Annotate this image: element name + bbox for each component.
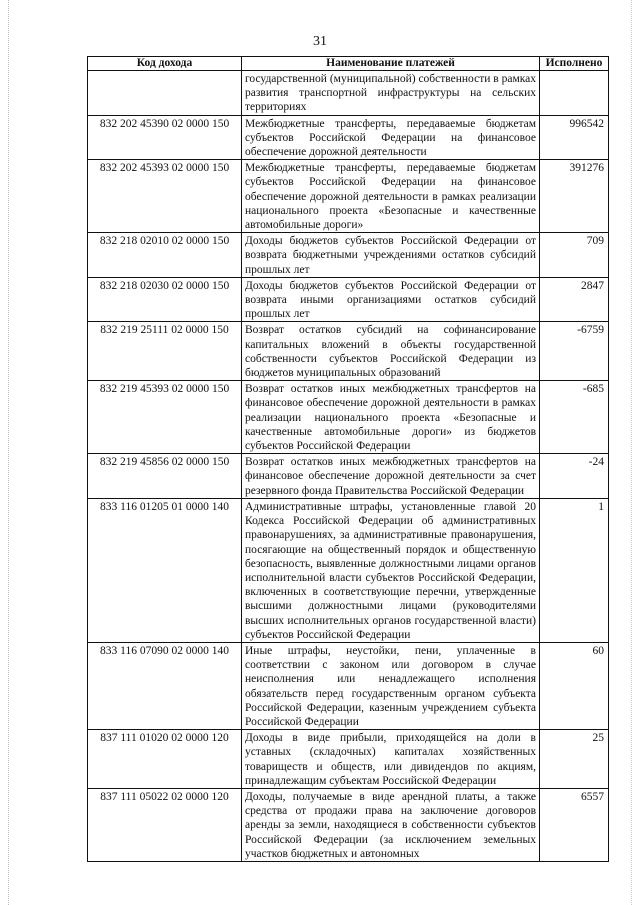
row-code: 837 111 01020 02 0000 120 <box>88 730 242 789</box>
scan-right-edge <box>631 0 633 905</box>
table-header-row <box>88 57 609 71</box>
row-value: 996542 <box>540 115 609 160</box>
row-code: 833 116 07090 02 0000 140 <box>88 642 242 729</box>
row-name: Возврат остатков субсидий на софинансирование капитальных вложений в объекты государственной собственности субъектов Российской Федерации из бюджетов муниципальных образований <box>242 322 540 381</box>
row-name: государственной (муниципальной) собственности в рамках развития транспортной инфраструктуры на сельских территориях <box>242 71 540 116</box>
row-name: Доходы бюджетов субъектов Российской Федерации от возврата бюджетными учреждениями остатков субсидий прошлых лет <box>242 233 540 278</box>
row-code: 832 202 45393 02 0000 150 <box>88 160 242 233</box>
table-row <box>88 160 609 233</box>
header-executed: Исполнено <box>540 57 609 71</box>
row-code: 832 218 02030 02 0000 150 <box>88 277 242 322</box>
row-name: Межбюджетные трансферты, передаваемые бюджетам субъектов Российской Федерации на финансовое обеспечение дорожной деятельности <box>242 115 540 160</box>
table-row <box>88 322 609 381</box>
row-code <box>88 71 242 116</box>
row-name: Доходы в виде прибыли, приходящейся на доли в уставных (складочных) капиталах хозяйственных товариществ и обществ, или дивидендов по акциям, принадлежащим субъектам Российской Федерации <box>242 730 540 789</box>
row-value: -24 <box>540 454 609 499</box>
scan-left-edge <box>8 0 10 905</box>
table-row <box>88 454 609 499</box>
row-value: 391276 <box>540 160 609 233</box>
table-row <box>88 788 609 861</box>
table-row <box>88 381 609 454</box>
row-code: 832 219 25111 02 0000 150 <box>88 322 242 381</box>
table-row <box>88 115 609 160</box>
table-row <box>88 642 609 729</box>
row-value: 709 <box>540 233 609 278</box>
revenue-table <box>87 56 609 862</box>
row-value: -6759 <box>540 322 609 381</box>
row-code: 833 116 01205 01 0000 140 <box>88 498 242 642</box>
header-name: Наименование платежей <box>242 57 540 71</box>
row-code: 837 111 05022 02 0000 120 <box>88 788 242 861</box>
row-value: 1 <box>540 498 609 642</box>
row-value <box>540 71 609 116</box>
row-name: Доходы бюджетов субъектов Российской Федерации от возврата иными организациями остатков субсидий прошлых лет <box>242 277 540 322</box>
row-code: 832 219 45393 02 0000 150 <box>88 381 242 454</box>
header-code: Код дохода <box>88 57 242 71</box>
row-value: 6557 <box>540 788 609 861</box>
table-row <box>88 277 609 322</box>
table-row <box>88 233 609 278</box>
row-code: 832 202 45390 02 0000 150 <box>88 115 242 160</box>
row-value: 60 <box>540 642 609 729</box>
row-name: Возврат остатков иных межбюджетных трансфертов на финансовое обеспечение дорожной деятельности в рамках реализации национального проекта «Безопасные и качественные автомобильные дороги» из бюджетов субъектов Российской Федерации <box>242 381 540 454</box>
table-row <box>88 730 609 789</box>
table-row <box>88 71 609 116</box>
row-name: Иные штрафы, неустойки, пени, уплаченные в соответствии с законом или договором в случае неисполнения или ненадлежащего исполнения обязательств перед государственным органом субъекта Российской Федерации, казенным учреждением субъекта Российской Федерации <box>242 642 540 729</box>
row-name: Межбюджетные трансферты, передаваемые бюджетам субъектов Российской Федерации на финансовое обеспечение дорожной деятельности в рамках реализации национального проекта «Безопасные и качественные автомобильные дороги» <box>242 160 540 233</box>
row-name: Возврат остатков иных межбюджетных трансфертов на финансовое обеспечение дорожной деятельности за счет резервного фонда Правительства Российской Федерации <box>242 454 540 499</box>
row-name: Доходы, получаемые в виде арендной платы, а также средства от продажи права на заключение договоров аренды за земли, находящиеся в собственности субъектов Российской Федерации (за исключением земельных участков бюджетных и автономных <box>242 788 540 861</box>
row-code: 832 218 02010 02 0000 150 <box>88 233 242 278</box>
table-row <box>88 498 609 642</box>
row-value: -685 <box>540 381 609 454</box>
row-code: 832 219 45856 02 0000 150 <box>88 454 242 499</box>
table-body <box>88 71 609 862</box>
page-number: 31 <box>313 34 327 49</box>
row-value: 2847 <box>540 277 609 322</box>
row-name: Административные штрафы, установленные главой 20 Кодекса Российской Федерации об административных правонарушениях, за административные правонарушения, посягающие на общественный порядок и общественную безопасность, выявленные должностными лицами органов исполнительной власти субъектов Российской Федерации, включенных в соответствующие перечни, утвержденные высшими должностными лицами (руководителями высших исполнительных органов государственной власти) субъектов Российской Федерации <box>242 498 540 642</box>
row-value: 25 <box>540 730 609 789</box>
